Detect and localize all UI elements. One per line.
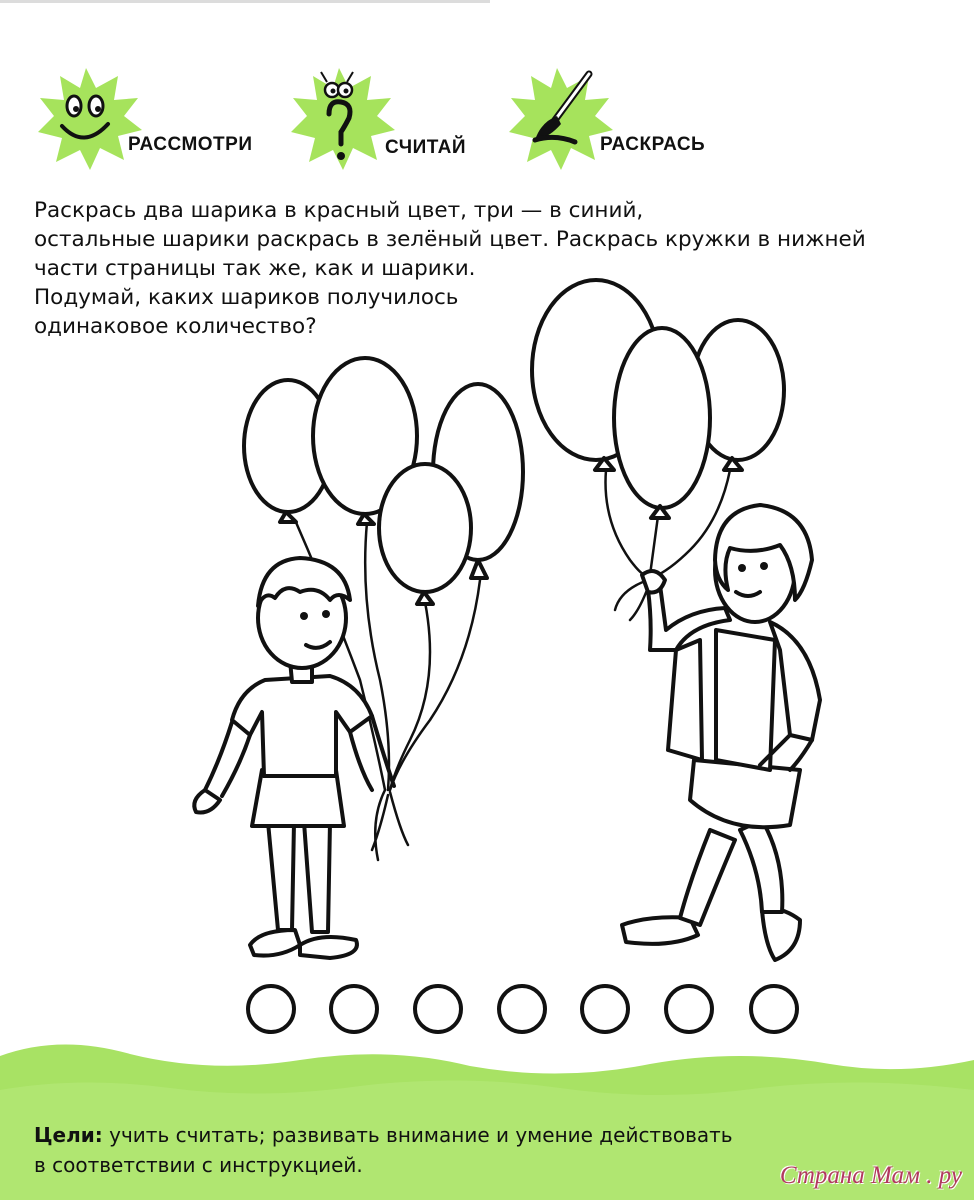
step-label: РАССМОТРИ [128, 134, 253, 155]
instruction-line: остальные шарики раскрась в зелёный цвет. Раскрась кружки в нижней [34, 227, 866, 252]
smiley-leaf-icon [34, 64, 144, 174]
instruction-line: одинаковое количество? [34, 314, 317, 339]
instruction-line: Подумай, каких шариков получилось [34, 285, 459, 310]
step-label: СЧИТАЙ [385, 137, 467, 158]
boy-balloon[interactable] [379, 464, 471, 604]
top-border-line [0, 0, 490, 3]
step-color [505, 64, 745, 174]
brush-leaf-icon [505, 64, 615, 174]
step-count [287, 64, 507, 174]
girl-balloon[interactable] [614, 328, 710, 518]
goals-line: в соответствии с инструкцией. [34, 1153, 363, 1177]
question-leaf-icon [287, 64, 397, 174]
step-label: РАСКРАСЬ [600, 134, 706, 155]
step-look [34, 64, 294, 174]
boy-figure [194, 558, 394, 958]
goals-label: Цели: [34, 1123, 103, 1147]
instruction-line: Раскрась два шарика в красный цвет, три — в синий, [34, 198, 644, 223]
instruction-line: части страницы так же, как и шарики. [34, 256, 476, 281]
goals-text [34, 1120, 733, 1180]
site-watermark: Страна Мам . ру [779, 1162, 962, 1189]
coloring-illustration [0, 270, 974, 980]
girl-figure [622, 505, 820, 960]
goals-line: учить считать; развивать внимание и умение действовать [109, 1123, 733, 1147]
